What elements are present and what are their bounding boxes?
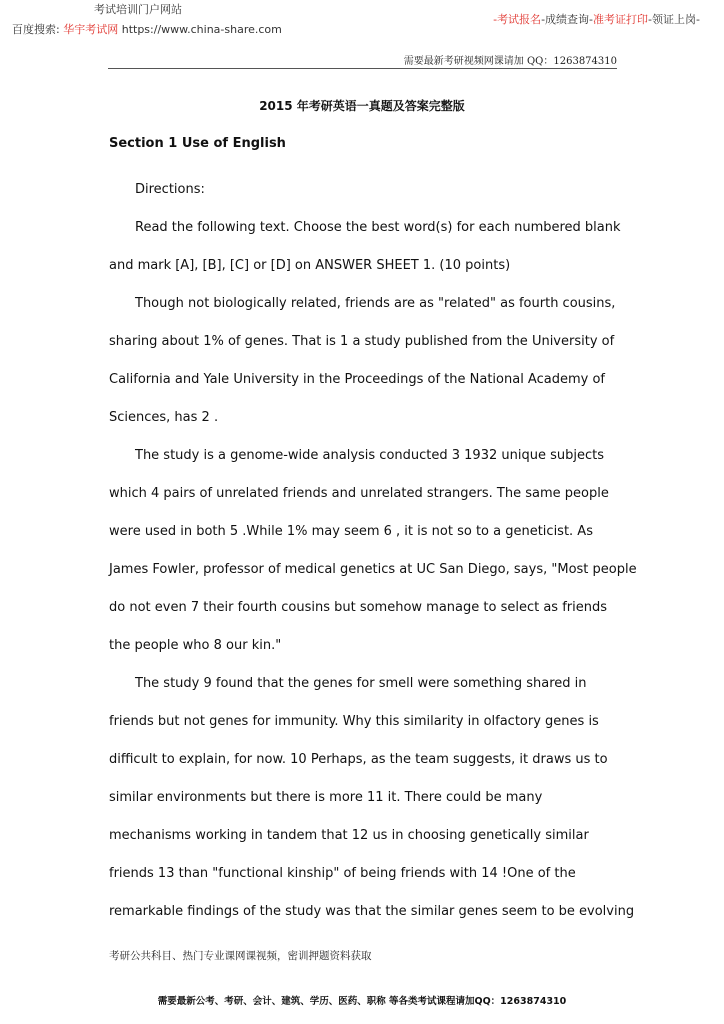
passage-line: the people who 8 our kin." xyxy=(109,638,282,653)
nav-score-query[interactable]: 成绩查询 xyxy=(545,13,590,26)
passage-line: were used in both 5 .While 1% may seem 6 , it is not so to a geneticist. As xyxy=(109,524,593,539)
passage-line: sharing about 1% of genes. That is 1 a study published from the University of xyxy=(109,334,615,349)
passage-line: friends 13 than "functional kinship" of being friends with 14 !One of the xyxy=(109,866,576,881)
passage-line: The study is a genome-wide analysis conducted 3 1932 unique subjects xyxy=(135,448,604,463)
nav-admission-ticket[interactable]: 准考证打印 xyxy=(593,13,649,26)
passage-line: Directions: xyxy=(135,182,205,197)
header-site-name: 考试培训门户网站 xyxy=(94,3,182,16)
passage-line: The study 9 found that the genes for smell were something shared in xyxy=(135,676,587,691)
nav-sep: - xyxy=(696,13,700,26)
brand-name: 华宇考试网 xyxy=(63,23,119,36)
passage-line: Though not biologically related, friends are as "related" as fourth cousins, xyxy=(135,296,616,311)
nav-registration[interactable]: 考试报名 xyxy=(497,13,542,26)
passage-line: mechanisms working in tandem that 12 us in choosing genetically similar xyxy=(109,828,589,843)
passage-line: Sciences, has 2 . xyxy=(109,410,219,425)
header-qq-notice: 需要最新考研视频网课请加 QQ：1263874310 xyxy=(403,56,617,67)
passage-line: remarkable findings of the study was that the similar genes seem to be evolving xyxy=(109,904,635,919)
search-prefix: 百度搜索: xyxy=(12,23,60,36)
header-nav xyxy=(493,11,700,27)
footer-note: 考研公共科目、热门专业课网课视频，密训押题资料获取 xyxy=(109,950,372,962)
nav-certification[interactable]: 领证上岗 xyxy=(652,13,697,26)
footer-contact: 需要最新公考、考研、会计、建筑、学历、医药、职称 等各类考试课程请加QQ：1263874310 xyxy=(157,996,567,1007)
passage-line: which 4 pairs of unrelated friends and unrelated strangers. The same people xyxy=(109,486,609,501)
nav-sep: - xyxy=(589,13,594,26)
nav-sep: - xyxy=(541,13,546,26)
header-divider xyxy=(108,68,617,69)
passage-line: James Fowler, professor of medical genetics at UC San Diego, says, "Most people xyxy=(109,562,637,577)
site-url[interactable]: https://www.china-share.com xyxy=(121,23,282,36)
nav-sep: - xyxy=(493,13,498,26)
passage-line: friends but not genes for immunity. Why this similarity in olfactory genes is xyxy=(109,714,599,729)
document-title: 2015 年考研英语一真题及答案完整版 xyxy=(259,99,465,113)
passage-line: do not even 7 their fourth cousins but somehow manage to select as friends xyxy=(109,600,607,615)
passage-line: similar environments but there is more 11 it. There could be many xyxy=(109,790,543,805)
section-heading: Section 1 Use of English xyxy=(109,136,286,151)
nav-sep: - xyxy=(648,13,653,26)
passage-line: Read the following text. Choose the best word(s) for each numbered blank xyxy=(135,220,621,235)
passage-line: difficult to explain, for now. 10 Perhaps, as the team suggests, it draws us to xyxy=(109,752,608,767)
passage-line: California and Yale University in the Proceedings of the National Academy of xyxy=(109,372,605,387)
passage-body xyxy=(109,171,637,931)
passage-line: and mark [A], [B], [C] or [D] on ANSWER SHEET 1. (10 points) xyxy=(109,258,511,273)
header-search-line xyxy=(12,21,282,37)
